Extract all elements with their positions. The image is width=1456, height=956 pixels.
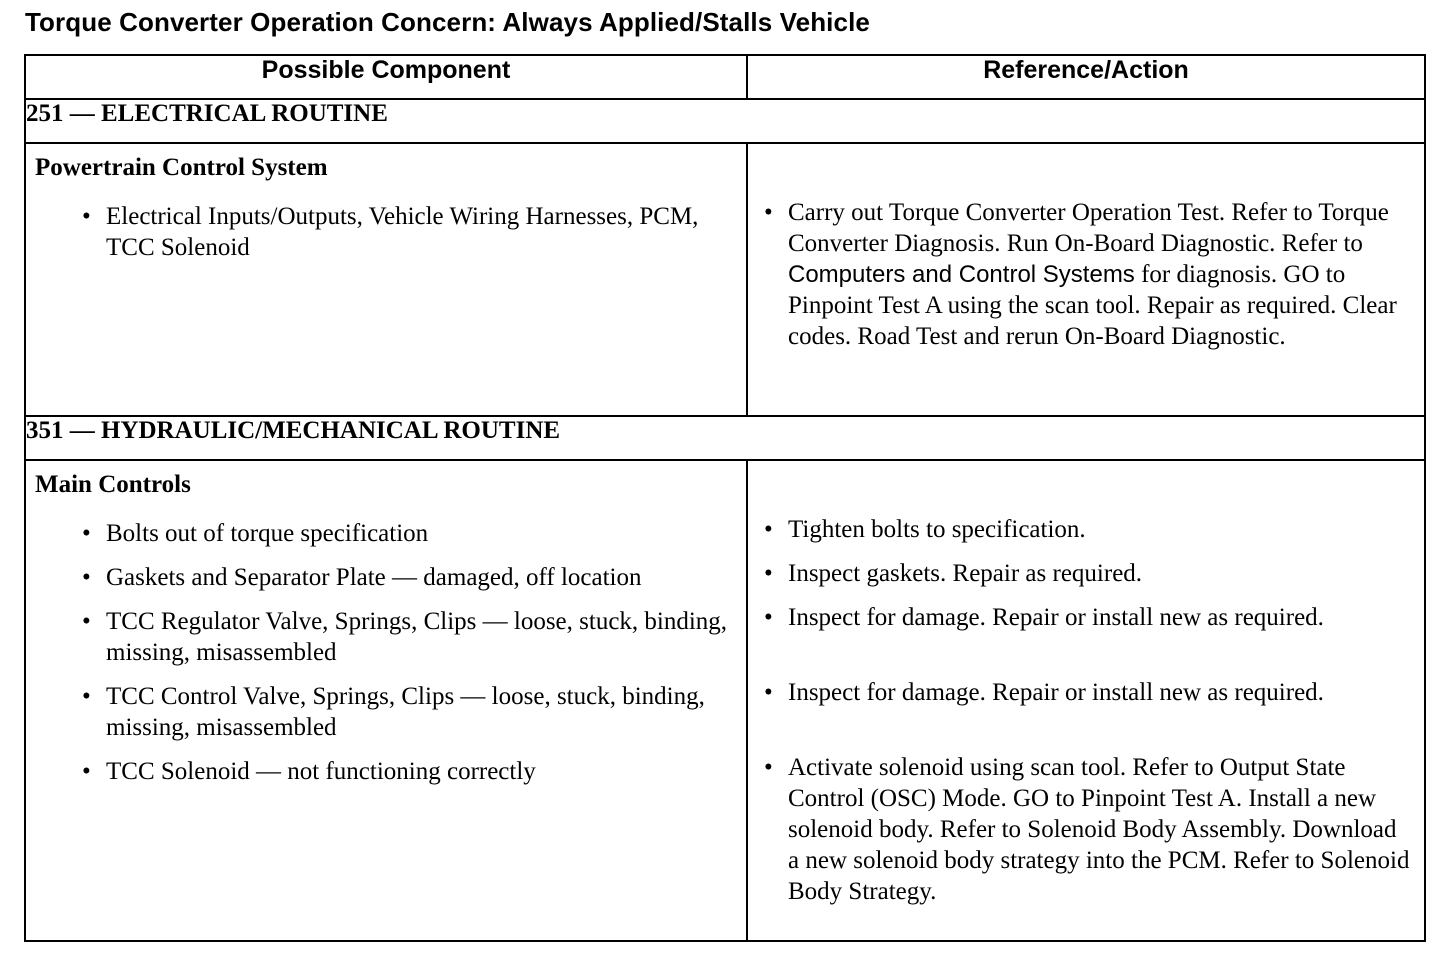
bullet-icon: • (82, 758, 91, 785)
action-item (748, 558, 1424, 602)
column-header-component: Possible Component (25, 55, 747, 99)
action-text: Carry out Torque Converter Operation Test. Refer to Torque Converter Diagnosis. Run On-Board Diagnostic. Refer to (788, 199, 1389, 257)
bullet-icon: • (764, 516, 773, 543)
group-title: Main Controls (35, 471, 191, 498)
action-item (748, 197, 1424, 352)
action-text: for diagnosis. GO to Pinpoint Test A using the scan tool. Repair as required. Clear codes. Road Test and rerun On-Board Diagnostic. (788, 261, 1397, 350)
action-text: Activate solenoid using scan tool. Refer to Output State Control (OSC) Mode. GO to Pinpoint Test A. Install a new solenoid body. Refer to Solenoid Body Assembly. Download a new solenoid body strategy into the PCM. Refer to Solenoid Body Strategy. (788, 754, 1410, 905)
bullet-icon: • (82, 608, 91, 635)
routine-label: 351 — HYDRAULIC/MECHANICAL ROUTINE (25, 416, 1425, 460)
component-text: TCC Control Valve, Springs, Clips — loose, stuck, binding, missing, misassembled (106, 683, 705, 741)
bullet-icon: • (764, 679, 773, 706)
table-header-row (25, 55, 1425, 99)
group-title: Powertrain Control System (35, 154, 328, 181)
routine-row (25, 416, 1425, 460)
column-header-action: Reference/Action (747, 55, 1425, 99)
action-text: Inspect gaskets. Repair as required. (788, 560, 1143, 587)
bullet-icon: • (764, 560, 773, 587)
action-text: Tighten bolts to specification. (788, 516, 1086, 543)
table-row (25, 460, 1425, 941)
routine-label: 251 — ELECTRICAL ROUTINE (25, 99, 1425, 143)
component-text: Electrical Inputs/Outputs, Vehicle Wiring Harnesses, PCM, TCC Solenoid (106, 203, 699, 261)
component-cell (25, 460, 747, 941)
action-text: Inspect for damage. Repair or install new as required. (788, 679, 1324, 706)
action-item (748, 752, 1424, 907)
bullet-icon: • (764, 199, 773, 226)
action-item (748, 602, 1424, 677)
action-item (748, 677, 1424, 752)
page-title: Torque Converter Operation Concern: Always Applied/Stalls Vehicle (25, 7, 870, 37)
component-cell (25, 143, 747, 416)
action-cell (747, 460, 1425, 941)
component-text: Bolts out of torque specification (106, 520, 429, 547)
action-cell (747, 143, 1425, 416)
bullet-icon: • (82, 203, 91, 230)
bullet-icon: • (82, 520, 91, 547)
action-item (748, 514, 1424, 558)
component-text: TCC Solenoid — not functioning correctly (106, 758, 536, 785)
component-item (26, 201, 746, 263)
bullet-icon: • (82, 683, 91, 710)
table-row (25, 143, 1425, 416)
component-item (26, 518, 746, 562)
component-text: Gaskets and Separator Plate — damaged, off location (106, 564, 642, 591)
component-item (26, 756, 746, 787)
bullet-icon: • (764, 604, 773, 631)
action-text: Inspect for damage. Repair or install new as required. (788, 604, 1324, 631)
component-item (26, 606, 746, 681)
routine-row (25, 99, 1425, 143)
reference-link: Computers and Control Systems (788, 261, 1135, 288)
component-item (26, 562, 746, 606)
component-text: TCC Regulator Valve, Springs, Clips — loose, stuck, binding, missing, misassembled (106, 608, 728, 666)
bullet-icon: • (82, 564, 91, 591)
diagnosis-table (24, 54, 1426, 942)
component-item (26, 681, 746, 756)
bullet-icon: • (764, 754, 773, 781)
